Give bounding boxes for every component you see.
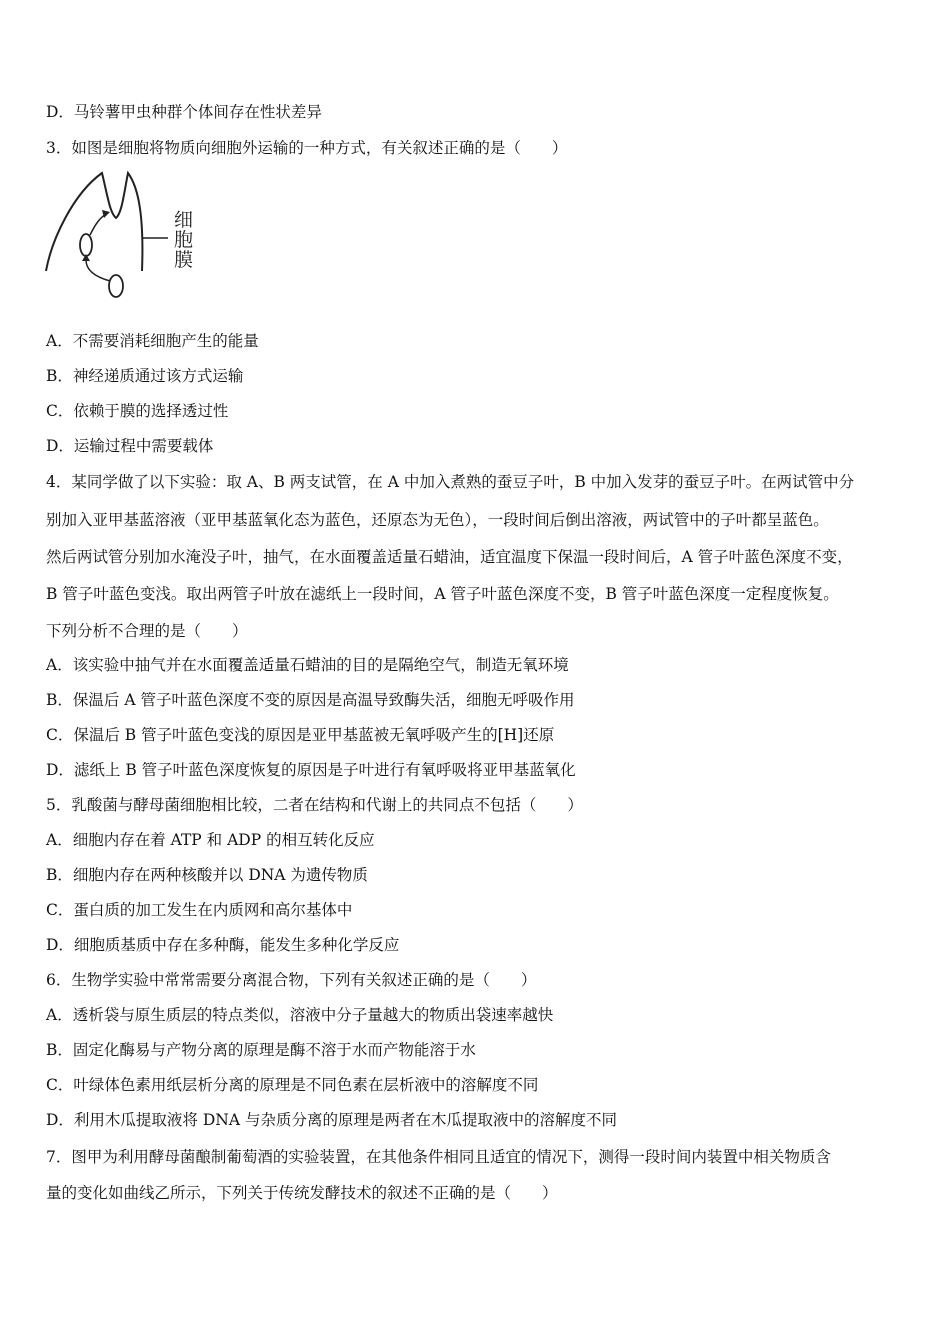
text-line-q7l2: 量的变化如曲线乙所示，下列关于传统发酵技术的叙述不正确的是（ ） — [46, 1184, 558, 1202]
text-line-q5a: A．细胞内存在着 ATP 和 ADP 的相互转化反应 — [46, 831, 375, 849]
text-line-q4d: D．滤纸上 B 管子叶蓝色深度恢复的原因是子叶进行有氧呼吸将亚甲基蓝氧化 — [46, 761, 576, 779]
text-line-q3a: A．不需要消耗细胞产生的能量 — [46, 332, 259, 350]
label-char-1: 细 — [174, 209, 194, 231]
text-line-q6b: B．固定化酶易与产物分离的原理是酶不溶于水而产物能溶于水 — [46, 1041, 476, 1059]
arrow-up-1 — [86, 260, 110, 281]
text-line-q4b: B．保温后 A 管子叶蓝色深度不变的原因是高温导致酶失活，细胞无呼吸作用 — [46, 691, 575, 709]
text-line-q4a: A．该实验中抽气并在水面覆盖适量石蜡油的目的是隔绝空气，制造无氧环境 — [46, 656, 569, 674]
label-char-2: 胞 — [174, 229, 194, 251]
text-line-q5b: B．细胞内存在两种核酸并以 DNA 为遗传物质 — [46, 866, 368, 884]
text-line-q3d: D．运输过程中需要载体 — [46, 437, 214, 455]
text-line-q5: 5．乳酸菌与酵母菌细胞相比较，二者在结构和代谢上的共同点不包括（ ） — [46, 796, 583, 814]
text-line-q6: 6．生物学实验中常常需要分离混合物，下列有关叙述正确的是（ ） — [46, 971, 537, 989]
arrow-up-2 — [90, 214, 106, 235]
text-line-q4l1: 4．某同学做了以下实验：取 A、B 两支试管，在 A 中加入煮熟的蚕豆子叶，B 中加入发芽的蚕豆子叶。在两试管中分 — [46, 473, 855, 491]
text-line-q4l4: B 管子叶蓝色变浅。取出两管子叶放在滤纸上一段时间，A 管子叶蓝色深度不变，B 管子叶蓝色深度一定程度恢复。 — [46, 585, 839, 603]
text-line-q4l3: 然后两试管分别加水淹没子叶，抽气，在水面覆盖适量石蜡油，适宜温度下保温一段时间后，A 管子叶蓝色深度不变， — [46, 548, 853, 566]
exocytosis-figure — [44, 168, 204, 303]
text-line-q6c: C．叶绿体色素用纸层析分离的原理是不同色素在层析液中的溶解度不同 — [46, 1076, 539, 1094]
text-line-q7l1: 7．图甲为利用酵母菌酿制葡萄酒的实验装置，在其他条件相同且适宜的情况下，测得一段时间内装置中相关物质含 — [46, 1148, 831, 1166]
text-line-q5c: C．蛋白质的加工发生在内质网和高尔基体中 — [46, 901, 353, 919]
text-line-q3b: B．神经递质通过该方式运输 — [46, 367, 244, 385]
text-line-q4c: C．保温后 B 管子叶蓝色变浅的原因是亚甲基蓝被无氧呼吸产生的[H]还原 — [46, 726, 555, 744]
vesicle-middle — [80, 234, 92, 256]
text-line-q4l5: 下列分析不合理的是（ ） — [46, 622, 248, 640]
cell-membrane-diagram — [44, 168, 204, 303]
text-line-q2d: D．马铃薯甲虫种群个体间存在性状差异 — [46, 103, 322, 121]
text-line-q6a: A．透析袋与原生质层的特点类似，溶液中分子量越大的物质出袋速率越快 — [46, 1006, 554, 1024]
text-line-q4l2: 别加入亚甲基蓝溶液（亚甲基蓝氧化态为蓝色，还原态为无色），一段时间后倒出溶液，两试管中的子叶都呈蓝色。 — [46, 511, 829, 529]
vesicle-bottom — [109, 275, 123, 297]
text-line-q6d: D．利用木瓜提取液将 DNA 与杂质分离的原理是两者在木瓜提取液中的溶解度不同 — [46, 1111, 617, 1129]
text-line-q3c: C．依赖于膜的选择透过性 — [46, 402, 229, 420]
text-line-q3: 3．如图是细胞将物质向细胞外运输的一种方式，有关叙述正确的是（ ） — [46, 139, 568, 157]
label-char-3: 膜 — [174, 249, 194, 271]
membrane-outline — [46, 173, 142, 271]
text-line-q5d: D．细胞质基质中存在多种酶，能发生多种化学反应 — [46, 936, 400, 954]
